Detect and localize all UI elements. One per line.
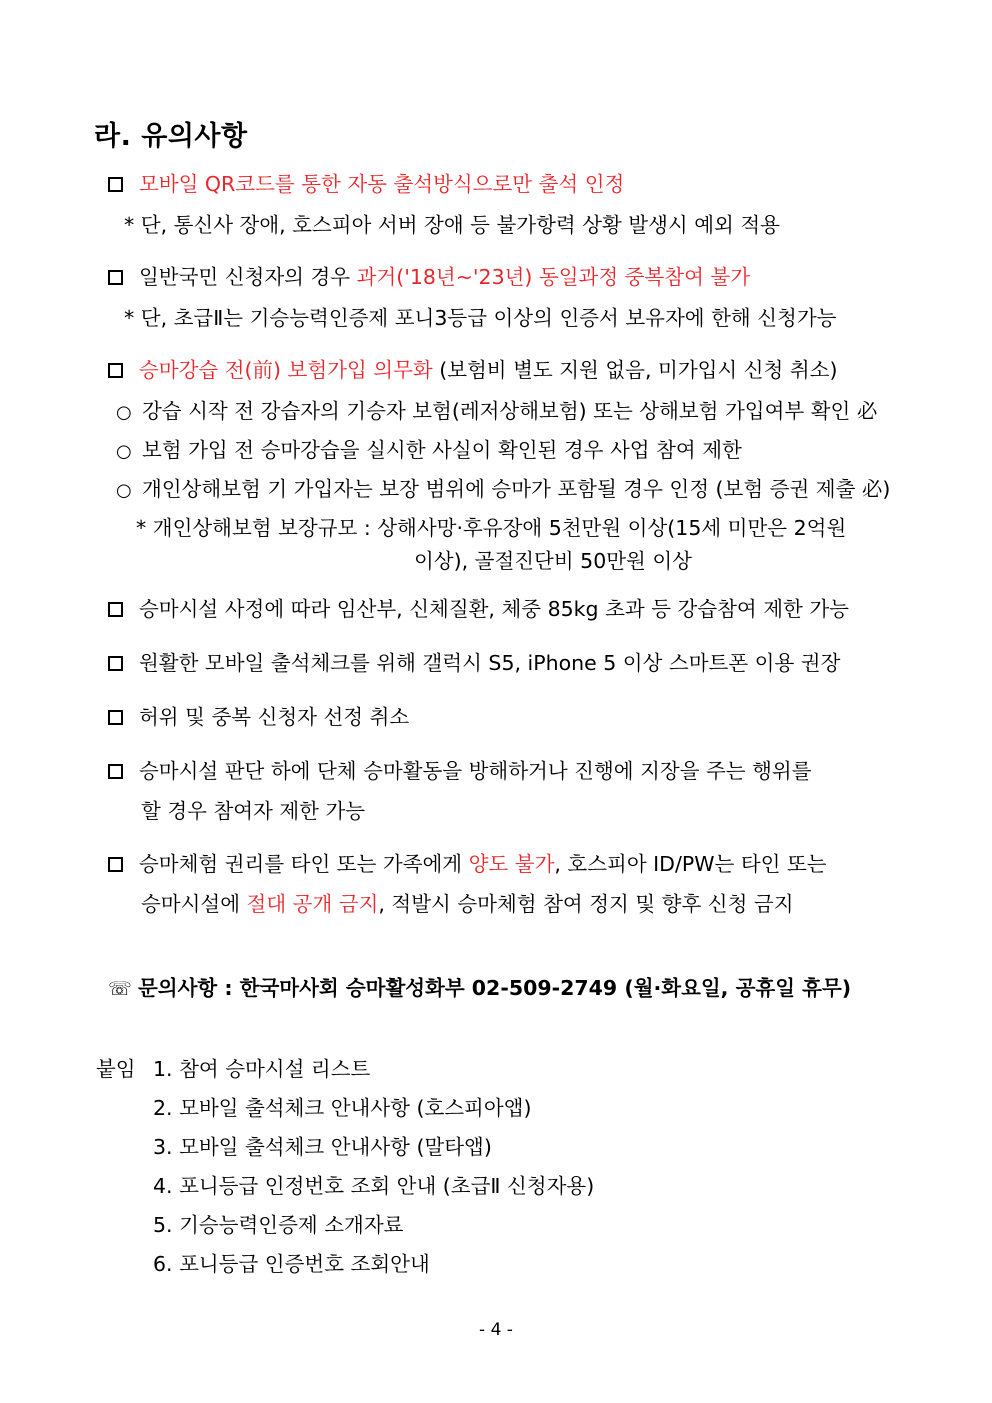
checkbox-icon <box>108 656 123 671</box>
notice-note: * 개인상해보험 보장규모 : 상해사망·후유장애 5천만원 이상(15세 미만은 2억원 <box>136 516 847 540</box>
notice-emphasis: 과거('18년~'23년) 동일과정 중복참여 불가 <box>356 265 750 289</box>
attachments-label: 붙임 <box>96 1057 136 1081</box>
notice-emphasis: 승마강습 전(前) 보험가입 의무화 <box>139 358 433 382</box>
sub-item-text: 강습 시작 전 강습자의 기승자 보험(레저상해보험) 또는 상해보험 가입여부 확인 必 <box>142 399 878 423</box>
notice-item-8 <box>108 850 827 878</box>
sub-item-1 <box>116 397 877 427</box>
notice-text: , 호스피아 ID/PW는 타인 또는 <box>554 852 827 876</box>
attachment-item: 4. 포니등급 인정번호 조회 안내 (초급Ⅱ 신청자용) <box>153 1174 595 1198</box>
checkbox-icon <box>108 363 123 378</box>
notice-item-1 <box>108 170 624 198</box>
notice-emphasis: 양도 불가 <box>468 852 555 876</box>
notice-note: * 단, 초급Ⅱ는 기승능력인증제 포니3등급 이상의 인증서 보유자에 한해 신청가능 <box>124 306 837 330</box>
notice-note: * 단, 통신사 장애, 호스피아 서버 장애 등 불가항력 상황 발생시 예외 적용 <box>124 213 780 237</box>
sub-item-text: 보험 가입 전 승마강습을 실시한 사실이 확인된 경우 사업 참여 제한 <box>142 438 742 462</box>
checkbox-icon <box>108 270 123 285</box>
checkbox-icon <box>108 764 123 779</box>
notice-note-continued: 이상), 골절진단비 50만원 이상 <box>414 549 692 573</box>
notice-text: 일반국민 신청자의 경우 <box>139 265 357 289</box>
notice-text: , 적발시 승마체험 참여 정지 및 향후 신청 금지 <box>378 892 794 916</box>
notice-item-7 <box>108 757 812 785</box>
notice-text: 원활한 모바일 출석체크를 위해 갤럭시 S5, iPhone 5 이상 스마트폰 이용 권장 <box>139 651 841 675</box>
notice-item-5 <box>108 649 840 677</box>
bullet-circle-icon: ○ <box>116 441 132 462</box>
notice-item-4 <box>108 595 849 623</box>
notice-text: (보험비 별도 지원 없음, 미가입시 신청 취소) <box>432 358 838 382</box>
bullet-circle-icon: ○ <box>116 402 132 423</box>
bullet-circle-icon: ○ <box>116 480 132 501</box>
sub-item-text: 개인상해보험 기 가입자는 보장 범위에 승마가 포함될 경우 인정 (보험 증권 제출 必) <box>142 477 891 501</box>
notice-text: 승마체험 권리를 타인 또는 가족에게 <box>139 852 469 876</box>
checkbox-icon <box>108 602 123 617</box>
notice-text-continued: 할 경우 참여자 제한 가능 <box>141 799 366 823</box>
attachment-item: 1. 참여 승마시설 리스트 <box>153 1057 371 1081</box>
notice-emphasis: 절대 공개 금지 <box>246 892 379 916</box>
notice-item-3 <box>108 356 837 384</box>
sub-item-2 <box>116 436 742 466</box>
notice-text: 승마시설 사정에 따라 임산부, 신체질환, 체중 85kg 초과 등 강습참여 제한 가능 <box>139 597 849 621</box>
notice-item-6 <box>108 703 409 731</box>
phone-icon: ☏ <box>108 978 132 1000</box>
notice-text: 모바일 QR코드를 통한 자동 출석방식으로만 출석 인정 <box>139 172 625 196</box>
checkbox-icon <box>108 857 123 872</box>
notice-item-2 <box>108 263 750 291</box>
contact-text: 문의사항 : 한국마사회 승마활성화부 02-509-2749 (월·화요일, 공휴일 휴무) <box>138 976 852 1000</box>
notice-text: 허위 및 중복 신청자 선정 취소 <box>139 705 410 729</box>
attachment-item: 6. 포니등급 인증번호 조회안내 <box>153 1252 430 1276</box>
page-number: - 4 - <box>479 1320 513 1340</box>
checkbox-icon <box>108 177 123 192</box>
checkbox-icon <box>108 710 123 725</box>
attachment-item: 2. 모바일 출석체크 안내사항 (호스피아앱) <box>153 1096 532 1120</box>
attachment-item: 5. 기승능력인증제 소개자료 <box>153 1213 404 1237</box>
attachment-item: 3. 모바일 출석체크 안내사항 (말타앱) <box>153 1135 492 1159</box>
notice-text: 승마시설 판단 하에 단체 승마활동을 방해하거나 진행에 지장을 주는 행위를 <box>139 759 812 783</box>
section-title: 라. 유의사항 <box>94 121 248 152</box>
contact-line <box>108 974 851 1003</box>
notice-text: 승마시설에 <box>141 892 247 916</box>
sub-item-3 <box>116 475 890 505</box>
notice-text-continued <box>141 890 794 918</box>
